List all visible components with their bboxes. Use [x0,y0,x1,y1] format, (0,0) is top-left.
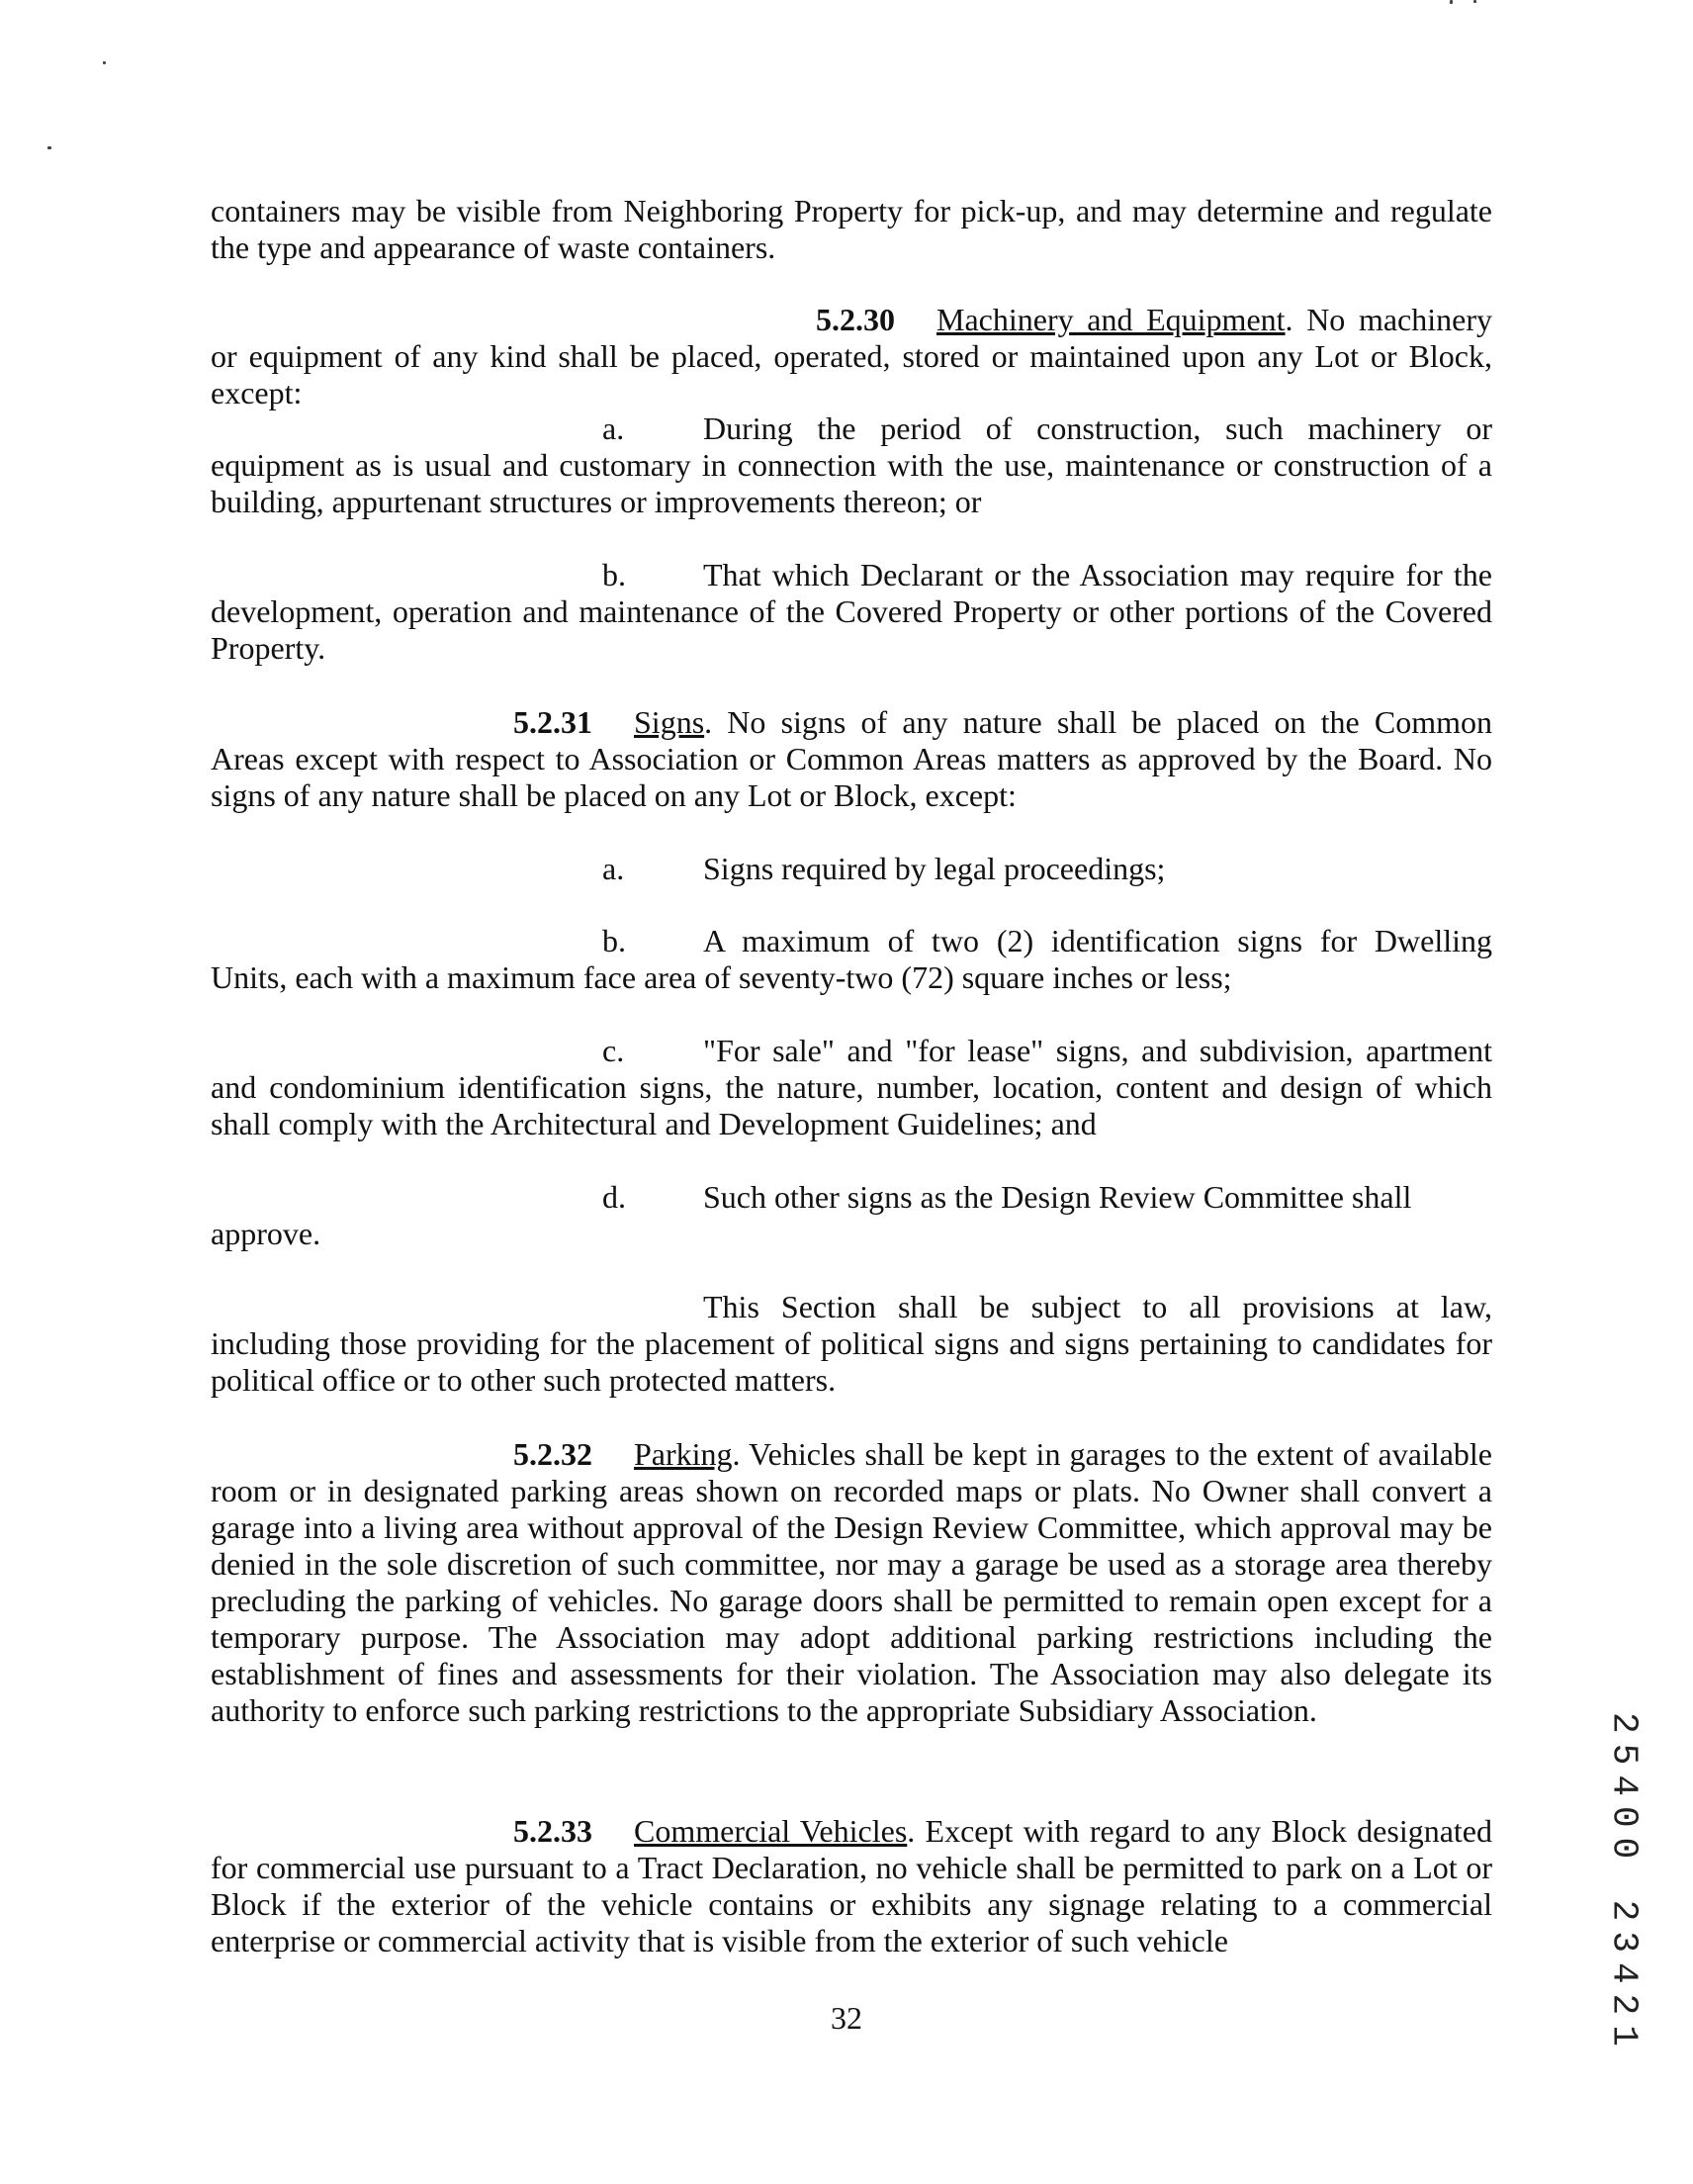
item-5-2-30-b [211,557,1492,667]
intro-paragraph: containers may be visible from Neighboring Property for pick-up, and may determine and regulate the type and appearance of waste containers. [211,193,1492,265]
section-number: 5.2.30 [816,302,895,337]
item-label: b. [602,923,626,958]
item-5-2-31-c [211,1033,1492,1142]
item-text: Signs required by legal proceedings; [703,851,1166,886]
item-5-2-30-a [211,410,1492,520]
section-5-2-30 [211,302,1492,411]
stamp-text: 25400 23421 [1603,1712,1645,2056]
item-text: During the period of construction, such machinery or equipment as is usual and customary in connection with the use, maintenance or construction of a building, appurtenant structures or improvements thereon; or [211,410,1492,519]
section-number: 5.2.32 [513,1436,592,1472]
item-text: Such other signs as the Design Review Committee shall [703,1179,1412,1215]
document-stamp [1594,1712,1653,2056]
section-title: Machinery and Equipment [936,302,1286,337]
item-label: a. [602,410,625,446]
section-title: Signs [634,704,705,740]
section-5-2-31-closing: This Section shall be subject to all provisions at law, including those providing for the placement of political signs and signs pertaining to candidates for political office or to other such protected matters. [211,1289,1492,1398]
item-label: c. [602,1033,625,1068]
item-text: That which Declarant or the Association may require for the development, operation and maintenance of the Covered Property or other portions of the Covered Property. [211,557,1492,666]
scan-speck [1450,0,1453,4]
item-5-2-31-d [211,1179,1492,1216]
section-text: . Except with regard to any Block designated for commercial use pursuant to a Tract Declaration, no vehicle shall be permitted to park on a Lot or Block if the exterior of the vehicle contains or exhibits any signage relating to a commercial enterprise or commercial activity that is visible from the exterior of such vehicle [211,1813,1493,1958]
item-5-2-31-a [211,851,1492,887]
section-text: . No machinery or equipment of any kind shall be placed, operated, stored or maintained upon any Lot or Block, except: [211,302,1493,410]
section-5-2-31 [211,704,1492,814]
item-label: a. [602,851,625,886]
section-text: . No signs of any nature shall be placed on the Common Areas except with respect to Association or Common Areas matters as approved by the Board. No signs of any nature shall be placed on any Lot or Block, except: [211,704,1492,813]
item-5-2-31-d-continuation: approve. [211,1216,321,1251]
section-title: Commercial Vehicles [634,1813,908,1849]
section-5-2-33 [211,1813,1492,1959]
scan-speck [103,61,106,64]
item-text: A maximum of two (2) identification signs for Dwelling Units, each with a maximum face area of seventy-two (72) square inches or less; [211,923,1492,995]
section-text: . Vehicles shall be kept in garages to the extent of available room or in designated parking areas shown on recorded maps or plats. No Owner shall convert a garage into a living area without approval of the Design Review Committee, which approval may be denied in the sole discretion of such committee, nor may a garage be used as a storage area thereby precluding the parking of vehicles. No garage doors shall be permitted to remain open except for a temporary purpose. The Association may adopt additional parking restrictions including the establishment of fines and assessments for their violation. The Association may also delegate its authority to enforce such parking restrictions to the appropriate Subsidiary Association. [211,1436,1492,1728]
page-number: 32 [831,2000,862,2036]
section-5-2-32 [211,1436,1492,1729]
section-title: Parking [634,1436,733,1472]
item-label: b. [602,557,626,592]
section-number: 5.2.33 [513,1813,592,1849]
scan-speck [47,146,51,149]
item-5-2-31-b [211,923,1492,996]
section-number: 5.2.31 [513,704,592,740]
scan-speck [1473,0,1476,3]
item-text: "For sale" and "for lease" signs, and subdivision, apartment and condominium identification signs, the nature, number, location, content and design of which shall comply with the Architectural and Development Guidelines; and [211,1033,1492,1141]
item-label: d. [602,1179,626,1215]
